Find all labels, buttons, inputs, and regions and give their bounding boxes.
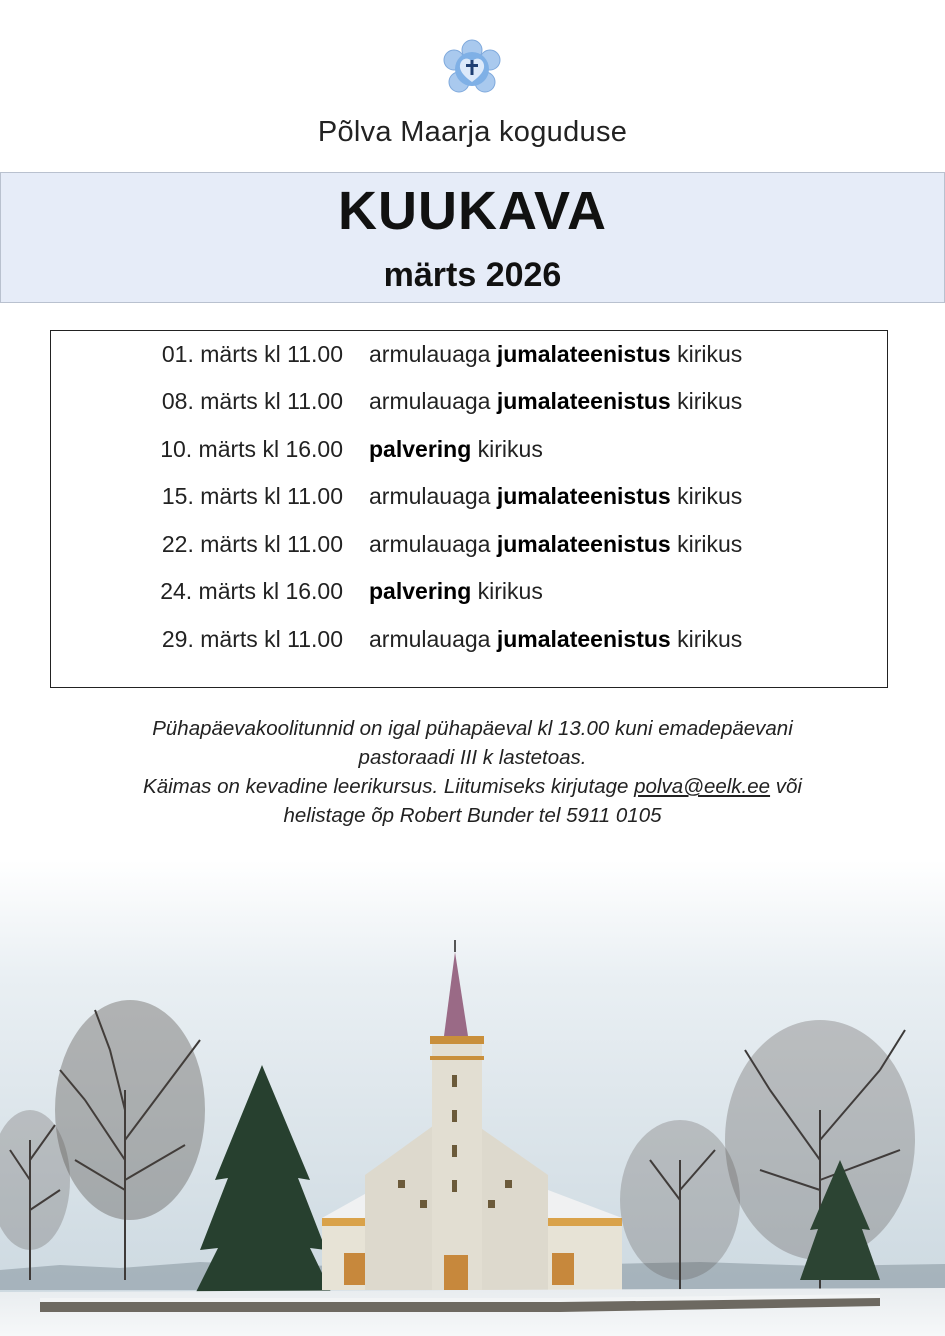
event-name: jumalateenistus (496, 388, 671, 414)
schedule-row (51, 334, 887, 374)
event-place: kirikus (477, 578, 543, 604)
schedule-description (369, 334, 742, 374)
schedule-date: 01. märts kl 11.00 (161, 341, 343, 367)
schedule-description (369, 476, 742, 516)
schedule-row (51, 429, 887, 469)
schedule-box (50, 330, 888, 688)
notes-text: või (770, 775, 802, 798)
schedule-date: 22. märts kl 11.00 (161, 531, 343, 557)
schedule-date: 29. märts kl 11.00 (161, 626, 343, 652)
notes-line: helistage õp Robert Bunder tel 5911 0105 (283, 804, 662, 827)
event-prefix: armulauaga (369, 388, 491, 414)
event-prefix: armulauaga (369, 531, 491, 557)
notes-block (60, 714, 885, 830)
schedule-description (369, 571, 543, 611)
schedule-row (51, 619, 887, 659)
event-place: kirikus (677, 626, 743, 652)
congregation-name: Põlva Maarja koguduse (317, 116, 628, 148)
event-name: palvering (369, 436, 472, 462)
event-name: jumalateenistus (496, 483, 671, 509)
schedule-row (51, 571, 887, 611)
schedule-description (369, 524, 742, 564)
page-title: KUUKAVA (338, 181, 607, 241)
schedule-date: 15. märts kl 11.00 (161, 483, 343, 509)
schedule-description (369, 619, 742, 659)
event-prefix: armulauaga (369, 341, 491, 367)
notes-line (60, 772, 885, 801)
month-label: märts 2026 (383, 256, 562, 294)
schedule-description (369, 381, 742, 421)
event-prefix: armulauaga (369, 483, 491, 509)
event-place: kirikus (677, 341, 743, 367)
event-name: jumalateenistus (496, 341, 671, 367)
event-prefix: armulauaga (369, 626, 491, 652)
schedule-date: 10. märts kl 16.00 (160, 436, 343, 462)
schedule-row (51, 476, 887, 516)
event-place: kirikus (677, 483, 743, 509)
schedule-description (369, 429, 543, 469)
notes-text: Käimas on kevadine leerikursus. Liitumiseks kirjutage (143, 775, 635, 798)
event-name: jumalateenistus (496, 626, 671, 652)
event-name: jumalateenistus (496, 531, 671, 557)
event-place: kirikus (477, 436, 543, 462)
schedule-row (51, 524, 887, 564)
event-name: palvering (369, 578, 472, 604)
notes-line: pastoraadi III k lastetoas. (358, 746, 587, 769)
email-link[interactable]: polva@eelk.ee (634, 775, 771, 798)
event-place: kirikus (677, 531, 743, 557)
church-photo (0, 860, 945, 1336)
schedule-date: 08. märts kl 11.00 (161, 388, 343, 414)
event-place: kirikus (677, 388, 743, 414)
notes-line: Pühapäevakoolitunnid on igal pühapäeval kl 13.00 kuni emadepäevani (152, 717, 793, 740)
schedule-date: 24. märts kl 16.00 (160, 578, 343, 604)
schedule-row (51, 381, 887, 421)
luther-rose-icon (441, 38, 503, 100)
